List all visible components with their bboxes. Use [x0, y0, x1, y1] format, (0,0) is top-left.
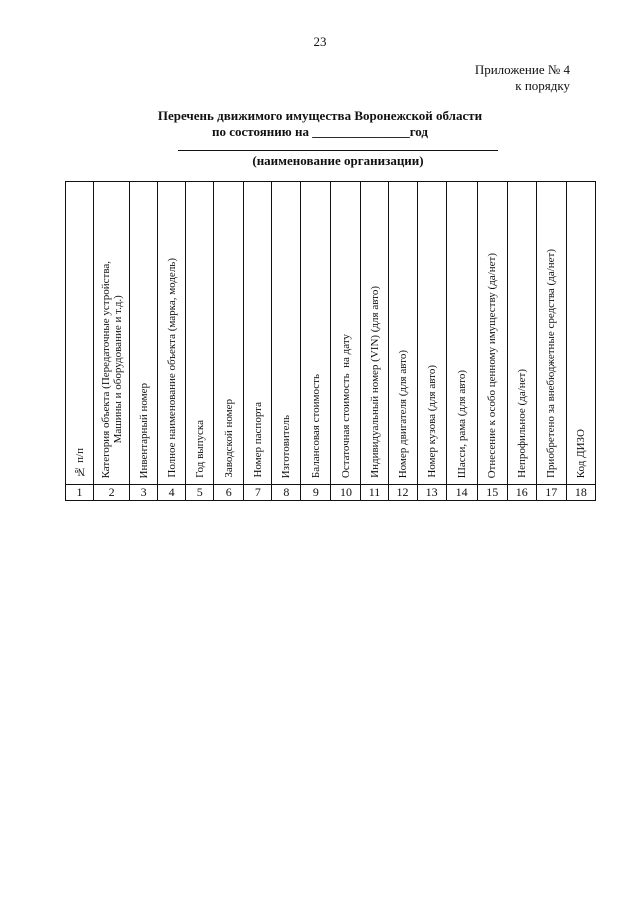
organization-caption: (наименование организации)	[252, 153, 424, 168]
title-line-2: по состоянию на _______________год	[212, 124, 428, 139]
header-text: № п/п	[73, 448, 86, 478]
property-table	[65, 181, 596, 501]
column-number: 15	[477, 485, 507, 501]
column-number: 10	[331, 485, 361, 501]
header-text: Приобретено за внебюджетные средства (да/нет)	[545, 248, 558, 478]
header-cell-category	[94, 182, 130, 485]
header-text: Номер двигателя (для авто)	[396, 349, 409, 478]
header-cell-full-name	[158, 182, 186, 485]
header-cell-engine-number	[388, 182, 417, 485]
header-text: Шасси, рама (для авто)	[455, 369, 468, 478]
title-line-1: Перечень движимого имущества Воронежской области	[157, 108, 483, 123]
header-cell-dizo-code	[566, 182, 595, 485]
column-number: 3	[130, 485, 158, 501]
appendix-number: Приложение № 4	[474, 62, 570, 77]
header-cell-manufacturer	[272, 182, 301, 485]
header-cell-body-number	[417, 182, 446, 485]
appendix-reference	[440, 62, 570, 94]
header-cell-book-value	[301, 182, 331, 485]
column-number: 1	[66, 485, 94, 501]
header-cell-year	[186, 182, 214, 485]
header-text: Индивидуальный номер (VIN) (для авто)	[368, 286, 381, 478]
header-cell-passport-number	[244, 182, 272, 485]
column-number: 18	[566, 485, 595, 501]
column-number: 13	[417, 485, 446, 501]
organization-name-line	[178, 150, 498, 151]
column-number: 7	[244, 485, 272, 501]
header-text: Код ДИЗО	[574, 428, 587, 478]
header-cell-serial-number	[214, 182, 244, 485]
header-text: Изготовитель	[280, 414, 293, 478]
column-number: 14	[446, 485, 477, 501]
column-number: 16	[507, 485, 536, 501]
page-number: 23	[313, 34, 327, 49]
table-header-row	[66, 182, 596, 485]
column-number: 5	[186, 485, 214, 501]
header-text: Категория объекта (Передаточные устройства, Машины и оборудование и т.д.)	[99, 260, 124, 478]
column-number: 4	[158, 485, 186, 501]
header-cell-vin	[361, 182, 388, 485]
header-cell-residual-value	[331, 182, 361, 485]
appendix-order: к порядку	[515, 78, 570, 93]
column-number: 11	[361, 485, 388, 501]
header-cell-non-core	[507, 182, 536, 485]
header-text: Номер кузова (для авто)	[425, 365, 438, 478]
header-cell-chassis	[446, 182, 477, 485]
header-cell-valuable-property	[477, 182, 507, 485]
header-cell-inventory-number	[130, 182, 158, 485]
header-text: Отнесение к особо ценному имуществу (да/нет)	[486, 252, 499, 478]
header-text: Непрофильное (да/нет)	[515, 369, 528, 478]
column-number-row	[66, 485, 596, 501]
header-text: Инвентарный номер	[137, 382, 150, 478]
header-text: Заводской номер	[222, 399, 235, 478]
header-text: Балансовая стоимость	[309, 373, 322, 478]
column-number: 8	[272, 485, 301, 501]
column-number: 2	[94, 485, 130, 501]
header-text: Год выпуска	[193, 420, 206, 478]
column-number: 9	[301, 485, 331, 501]
column-number: 6	[214, 485, 244, 501]
header-text: Остаточная стоимость на дату	[339, 333, 352, 478]
column-number: 17	[536, 485, 566, 501]
column-number: 12	[388, 485, 417, 501]
header-text: Номер паспорта	[251, 402, 264, 478]
header-text: Полное наименование объекта (марка, модель)	[165, 258, 178, 478]
header-cell-row-number	[66, 182, 94, 485]
document-title	[120, 108, 520, 140]
header-cell-extrabudgetary	[536, 182, 566, 485]
